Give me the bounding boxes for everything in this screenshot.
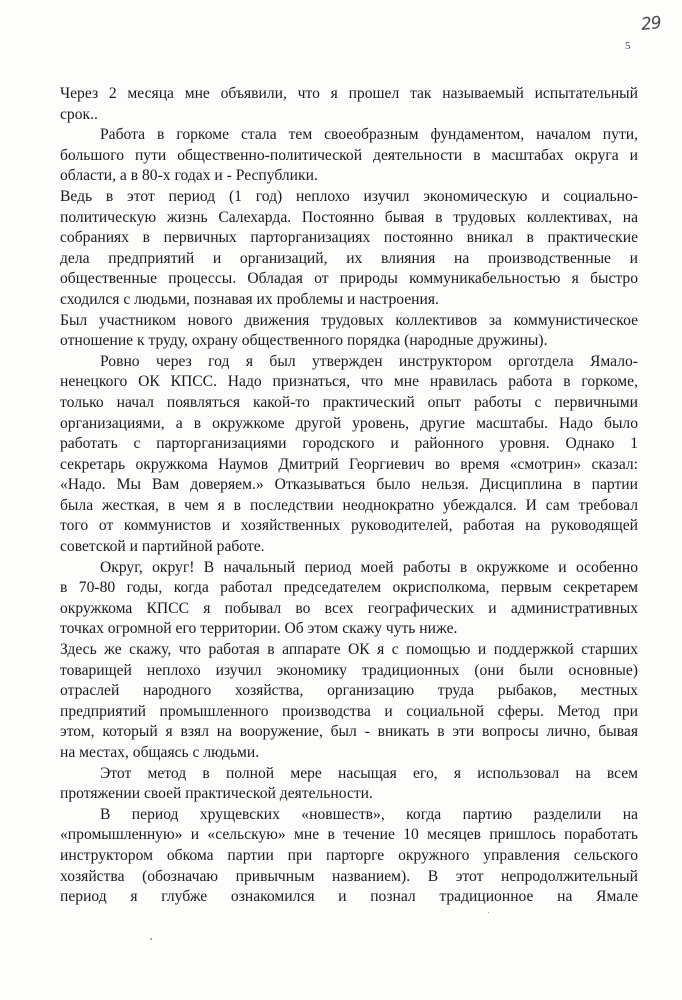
- text-line: на местах, общаясь с людьми.: [60, 744, 260, 761]
- text-line: советской и партийной работе.: [60, 538, 265, 556]
- paragraph: [60, 764, 638, 805]
- text-line: организациями, а в окружкоме другой уровень, другие масштабы. Надо было: [60, 414, 638, 432]
- text-line: Округ, округ! В начальный период моей работы в окружкоме и особенно: [100, 558, 638, 576]
- scan-speck: [488, 912, 489, 913]
- paragraph: [60, 311, 638, 352]
- text-line: протяжении своей практической деятельности.: [60, 785, 373, 803]
- text-line: этом, который я взял на вооружение, был - вникать в эти вопросы лично, бывая: [60, 723, 638, 741]
- handwritten-page-number: 29: [640, 13, 662, 35]
- text-line: дела предприятий и организаций, их влияния на производственные и: [60, 249, 638, 267]
- text-line: «промышленную» и «сельскую» мне в течение 10 месяцев пришлось поработать: [60, 826, 638, 844]
- text-line: точках огромной его территории. Об этом скажу чуть ниже.: [60, 620, 458, 638]
- text-line: В период хрущевских «новшеств», когда партию разделили на: [100, 805, 638, 823]
- text-line: ненецкого ОК КПСС. Надо признаться, что мне нравилась работа в горкоме,: [60, 373, 638, 391]
- text-line: «Надо. Мы Вам доверяем.» Отказываться было нельзя. Дисциплина в партии: [60, 476, 638, 494]
- text-line: того от коммунистов и хозяйственных руководителей, работая на руководящей: [60, 517, 638, 535]
- text-line: Через 2 месяца мне объявили, что я прошел так называемый испытательный: [60, 85, 638, 102]
- paragraph: [60, 640, 638, 764]
- paragraph: [60, 187, 638, 311]
- paragraph: [60, 805, 638, 908]
- text-line: области, а в 80-х годах и - Республики.: [60, 167, 318, 185]
- scan-speck: [150, 938, 152, 940]
- text-line: окружкома КПСС я побывал во всех географических и административных: [60, 599, 638, 617]
- text-line: работать с парторганизациями городского и районного уровня. Однако 1: [60, 435, 638, 453]
- text-line: собраниях в первичных парторганизациях постоянно вникал в практические: [60, 229, 638, 247]
- paragraph: [60, 84, 638, 125]
- text-line: общественные процессы. Обладая от природы коммуникабельностью я быстро: [60, 270, 638, 288]
- text-line: политическую жизнь Салехарда. Постоянно бывая в трудовых коллективах, на: [60, 208, 638, 226]
- text-line: в 70-80 годы, когда работал председателем окрисполкома, первым секретарем: [60, 579, 638, 597]
- text-line: Был участником нового движения трудовых коллективов за коммунистическое: [60, 311, 638, 329]
- text-line: предприятий промышленного производства и социальной сферы. Метод при: [60, 702, 638, 720]
- printed-page-number: 5: [625, 40, 631, 52]
- text-line: Ведь в этот период (1 год) неплохо изучил экономическую и социально-: [60, 187, 638, 205]
- text-line: Здесь же скажу, что работая в аппарате ОК я с помощью и поддержкой старших: [60, 641, 638, 659]
- text-line: большого пути общественно-политической деятельности в масштабах округа и: [60, 146, 638, 164]
- text-line: товарищей неплохо изучил экономику традиционных (они были основные): [60, 661, 638, 679]
- text-line: Ровно через год я был утвержден инструктором орготдела Ямало-: [100, 352, 638, 370]
- text-line: только начал появляться какой-то практический опыт работы с первичными: [60, 393, 638, 411]
- text-line: срок..: [60, 105, 98, 123]
- text-line: отношение к труду, охрану общественного порядка (народные дружины).: [60, 332, 548, 350]
- body-text: [60, 84, 638, 908]
- paragraph: [60, 352, 638, 558]
- text-line: отраслей народного хозяйства, организацию труда рыбаков, местных: [60, 682, 638, 700]
- text-line: Работа в горкоме стала тем своеобразным фундаментом, началом пути,: [100, 126, 638, 144]
- text-line: была жесткая, в чем я в последствии неоднократно убеждался. И сам требовал: [60, 496, 638, 514]
- text-line: период я глубже ознакомился и познал традиционное на Ямале: [60, 888, 638, 906]
- text-line: Этот метод в полной мере насыщая его, я использовал на всем: [100, 764, 638, 782]
- text-line: секретарь окружкома Наумов Дмитрий Георгиевич во время «смотрин» сказал:: [60, 455, 638, 473]
- text-line: сходился с людьми, познавая их проблемы и настроения.: [60, 290, 439, 308]
- paragraph: [60, 125, 638, 187]
- text-line: инструктором обкома партии при парторге окружного управления сельского: [60, 846, 638, 864]
- paragraph: [60, 558, 638, 640]
- text-line: хозяйства (обозначаю привычным названием). В этот непродолжительный: [60, 867, 638, 885]
